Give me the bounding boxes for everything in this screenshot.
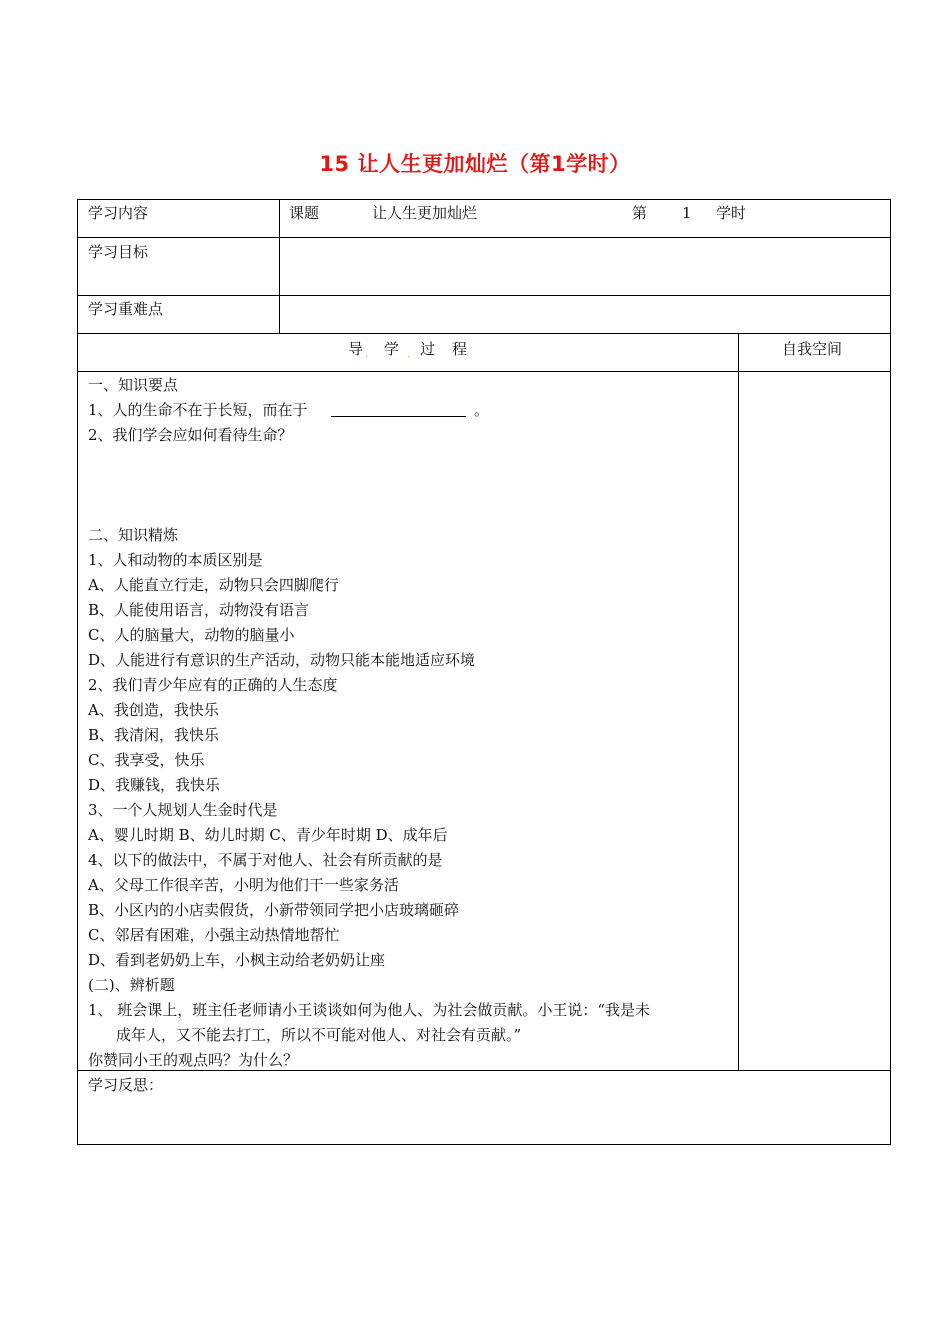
table-border [738, 333, 739, 1071]
emphasis-dot: . [365, 349, 369, 360]
question-text: 2、我们学会应如何看待生命？ [88, 426, 293, 444]
reflection-label: 学习反思： [88, 1076, 164, 1094]
table-border [77, 237, 891, 238]
process-heading-char: 程 [452, 340, 468, 358]
list-item: C、我享受，快乐 [88, 751, 205, 769]
table-border [77, 295, 891, 296]
table-border [77, 199, 78, 1145]
list-item: C、人的脑量大，动物的脑量小 [88, 626, 295, 644]
list-item: A、我创造，我快乐 [88, 701, 219, 719]
content-label: 学习内容 [88, 204, 149, 222]
table-border [77, 1070, 891, 1071]
table-border [279, 199, 280, 334]
section-heading: (二)、辨析题 [88, 976, 175, 994]
self-space-label: 自我空间 [782, 340, 843, 358]
topic-label: 课题 [289, 204, 320, 222]
section-heading: 二、知识精炼 [88, 526, 179, 544]
list-item: 4、以下的做法中，不属于对他人、社会有所贡献的是 [88, 851, 443, 869]
question-text: 1、人的生命不在于长短，而在于 [88, 401, 308, 419]
period-suffix: 学时 [716, 204, 747, 222]
topic-value: 让人生更加灿烂 [372, 204, 478, 222]
question-text: 成年人，又不能去打工，所以不可能对他人、对社会有贡献。” [116, 1026, 522, 1044]
goal-label: 学习目标 [88, 243, 149, 261]
page-title: 15 让人生更加灿烂（第1学时） [319, 152, 631, 176]
list-item: B、小区内的小店卖假货，小新带领同学把小店玻璃砸碎 [88, 901, 460, 919]
process-heading-char: 过 [420, 340, 436, 358]
process-heading-char: 导 [348, 340, 364, 358]
section-heading: 一、知识要点 [88, 376, 179, 394]
emphasis-dot: . [407, 349, 411, 360]
period-number: 1 [682, 204, 692, 222]
list-item: D、我赚钱，我快乐 [88, 776, 221, 794]
list-item: A、人能直立行走，动物只会四脚爬行 [88, 576, 339, 594]
question-end: 。 [474, 401, 490, 419]
table-border [77, 1144, 891, 1145]
list-item: 1、人和动物的本质区别是 [88, 551, 263, 569]
answer-blank [331, 416, 466, 417]
table-border [77, 371, 891, 372]
table-border [77, 199, 891, 200]
list-item: B、我清闲，我快乐 [88, 726, 220, 744]
question-text: 你赞同小王的观点吗？为什么？ [88, 1051, 299, 1069]
table-border [890, 199, 891, 1145]
list-item: D、看到老奶奶上车，小枫主动给老奶奶让座 [88, 951, 386, 969]
list-item: C、邻居有困难，小强主动热情地帮忙 [88, 926, 340, 944]
table-border [77, 333, 891, 334]
question-text: 1、 班会课上，班主任老师请小王谈谈如何为他人、为社会做贡献。小王说：“我是未 [88, 1001, 650, 1019]
process-heading-char: 学 [384, 340, 400, 358]
list-item: B、人能使用语言，动物没有语言 [88, 601, 310, 619]
period-prefix: 第 [632, 204, 648, 222]
list-item: D、人能进行有意识的生产活动，动物只能本能地适应环境 [88, 651, 476, 669]
list-item: A、婴儿时期 B、幼儿时期 C、青少年时期 D、成年后 [88, 826, 448, 844]
list-item: A、父母工作很辛苦，小明为他们干一些家务活 [88, 876, 399, 894]
list-item: 3、一个人规划人生金时代是 [88, 801, 278, 819]
list-item: 2、我们青少年应有的正确的人生态度 [88, 676, 338, 694]
key-points-label: 学习重难点 [88, 300, 164, 318]
